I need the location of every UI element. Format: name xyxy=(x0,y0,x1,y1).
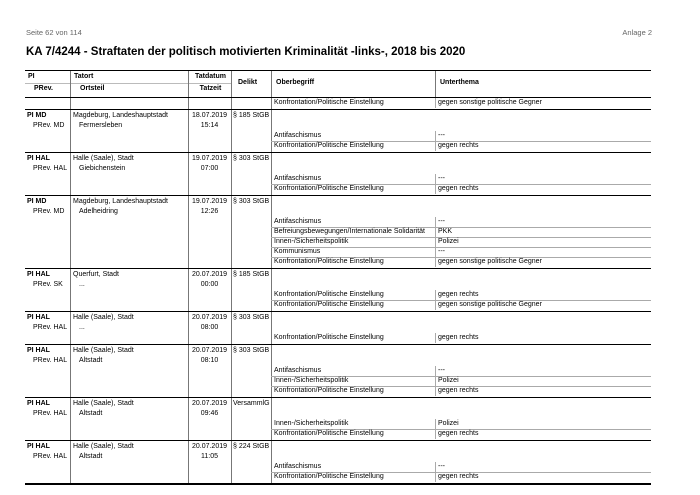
record-prev: PRev. HAL xyxy=(33,410,68,417)
topic-oberbegriff: Konfrontation/Politische Einstellung xyxy=(274,99,384,106)
record-prev: PRev. HAL xyxy=(33,453,68,460)
record-datum: 19.07.2019 xyxy=(191,155,228,162)
topic-unterthema: gegen sonstige politische Gegner xyxy=(438,258,542,265)
col-pi xyxy=(25,71,70,97)
record-delikt: § 303 StGB xyxy=(233,198,270,205)
record-row xyxy=(25,269,651,312)
header-tatdatum: Tatdatum xyxy=(195,73,226,80)
record-delikt: § 303 StGB xyxy=(233,314,270,321)
topic-row xyxy=(271,333,651,343)
page-number: Seite 62 von 114 xyxy=(26,28,82,37)
topic-unterthema: --- xyxy=(438,132,445,139)
record-prev: PRev. HAL xyxy=(33,324,68,331)
topic-oberbegriff: Konfrontation/Politische Einstellung xyxy=(274,301,384,308)
topic-unterthema: PKK xyxy=(438,228,453,235)
record-prev: PRev. SK xyxy=(33,281,63,288)
record-pi: PI MD xyxy=(27,198,47,205)
record-tatort: Halle (Saale), Stadt xyxy=(73,443,134,450)
column-divider xyxy=(231,398,232,440)
record-zeit: 09:46 xyxy=(200,410,219,417)
topic-divider xyxy=(435,376,436,386)
column-divider xyxy=(70,269,71,311)
topic-unterthema: Polizei xyxy=(438,420,459,427)
topic-row xyxy=(271,257,651,267)
topic-row xyxy=(271,300,651,310)
topic-oberbegriff: Konfrontation/Politische Einstellung xyxy=(274,473,384,480)
record-tatort: Magdeburg, Landeshauptstadt xyxy=(73,112,168,119)
record-tatort: Halle (Saale), Stadt xyxy=(73,400,134,407)
topic-divider xyxy=(435,131,436,141)
record-ortsteil: ... xyxy=(79,281,85,288)
topic-oberbegriff: Innen-/Sicherheitspolitik xyxy=(274,377,349,384)
record-row xyxy=(25,153,651,196)
col-tatdatum xyxy=(188,71,232,97)
topic-oberbegriff: Konfrontation/Politische Einstellung xyxy=(274,387,384,394)
header-ortsteil: Ortsteil xyxy=(80,85,105,92)
topic-unterthema: --- xyxy=(438,175,445,182)
topic-oberbegriff: Konfrontation/Politische Einstellung xyxy=(274,291,384,298)
record-pi: PI HAL xyxy=(27,314,50,321)
topic-oberbegriff: Antifaschismus xyxy=(274,175,322,182)
header-delikt: Delikt xyxy=(238,79,258,86)
column-divider xyxy=(70,441,71,483)
topic-unterthema: gegen rechts xyxy=(438,185,479,192)
record-prev: PRev. MD xyxy=(33,122,65,129)
document-title: KA 7/4244 - Straftaten der politisch motivierten Kriminalität -links-, 2018 bis 2020 xyxy=(26,46,466,58)
record-ortsteil: Altstadt xyxy=(79,357,103,364)
topic-unterthema: gegen rechts xyxy=(438,142,479,149)
topic-row xyxy=(271,98,651,108)
topic-unterthema: gegen rechts xyxy=(438,334,479,341)
record-delikt: § 185 StGB xyxy=(233,271,270,278)
record-zeit: 00:00 xyxy=(200,281,219,288)
column-divider xyxy=(231,441,232,483)
column-divider xyxy=(70,196,71,268)
record-datum: 20.07.2019 xyxy=(191,347,228,354)
record-zeit: 07:00 xyxy=(200,165,219,172)
record-delikt: VersammlG xyxy=(233,400,270,407)
record-row xyxy=(25,110,651,153)
topic-unterthema: gegen sonstige politische Gegner xyxy=(438,301,542,308)
record-row xyxy=(25,441,651,484)
topic-divider xyxy=(435,366,436,376)
topic-divider xyxy=(435,290,436,300)
topic-oberbegriff: Befreiungsbewegungen/Internationale Solidarität xyxy=(274,228,425,235)
column-divider xyxy=(231,110,232,152)
topic-unterthema: --- xyxy=(438,463,445,470)
header-oberbegriff: Oberbegriff xyxy=(276,79,315,86)
topic-oberbegriff: Konfrontation/Politische Einstellung xyxy=(274,430,384,437)
record-delikt: § 224 StGB xyxy=(233,443,270,450)
topic-oberbegriff: Konfrontation/Politische Einstellung xyxy=(274,185,384,192)
topic-divider xyxy=(435,184,436,194)
record-prev: PRev. HAL xyxy=(33,165,68,172)
record-ortsteil: Altstadt xyxy=(79,453,103,460)
topic-divider xyxy=(435,174,436,184)
header-pi: PI xyxy=(28,73,35,80)
topic-divider xyxy=(435,386,436,396)
record-row xyxy=(25,398,651,441)
column-divider xyxy=(70,398,71,440)
topic-divider xyxy=(435,227,436,237)
record-delikt: § 185 StGB xyxy=(233,112,270,119)
topic-unterthema: Polizei xyxy=(438,238,459,245)
topic-unterthema: Polizei xyxy=(438,377,459,384)
record-ortsteil: Altstadt xyxy=(79,410,103,417)
topic-unterthema: gegen rechts xyxy=(438,473,479,480)
column-divider xyxy=(231,345,232,397)
topic-unterthema: gegen rechts xyxy=(438,387,479,394)
column-divider xyxy=(70,312,71,344)
header-unterthema: Unterthema xyxy=(440,79,479,86)
topic-divider xyxy=(435,333,436,343)
record-pi: PI HAL xyxy=(27,155,50,162)
topic-row xyxy=(271,141,651,151)
col-delikt xyxy=(231,71,272,97)
column-divider xyxy=(188,196,189,268)
topic-oberbegriff: Antifaschismus xyxy=(274,218,322,225)
topic-row xyxy=(271,386,651,396)
topic-row xyxy=(271,184,651,194)
record-pi: PI HAL xyxy=(27,347,50,354)
topic-divider xyxy=(435,429,436,439)
topic-divider xyxy=(435,247,436,257)
topic-row xyxy=(271,429,651,439)
topic-oberbegriff: Innen-/Sicherheitspolitik xyxy=(274,238,349,245)
header-prev: PRev. xyxy=(34,85,53,92)
record-row xyxy=(25,312,651,345)
topic-oberbegriff: Konfrontation/Politische Einstellung xyxy=(274,142,384,149)
col-oberbegriff xyxy=(271,71,436,97)
col-unterthema xyxy=(435,71,652,97)
record-ortsteil: Giebichenstein xyxy=(79,165,126,172)
column-divider xyxy=(70,153,71,195)
topic-divider xyxy=(435,300,436,310)
topic-oberbegriff: Antifaschismus xyxy=(274,132,322,139)
topic-row xyxy=(271,472,651,482)
topic-oberbegriff: Antifaschismus xyxy=(274,463,322,470)
carryover-row xyxy=(25,98,651,110)
record-pi: PI HAL xyxy=(27,271,50,278)
record-row xyxy=(25,196,651,269)
record-ortsteil: ... xyxy=(79,324,85,331)
record-pi: PI HAL xyxy=(27,400,50,407)
record-prev: PRev. MD xyxy=(33,208,65,215)
table-header xyxy=(25,71,651,98)
topic-divider xyxy=(435,472,436,482)
record-pi: PI HAL xyxy=(27,443,50,450)
topic-oberbegriff: Konfrontation/Politische Einstellung xyxy=(274,334,384,341)
column-divider xyxy=(188,98,189,109)
topic-divider xyxy=(435,462,436,472)
record-tatort: Halle (Saale), Stadt xyxy=(73,347,134,354)
column-divider xyxy=(231,153,232,195)
topic-divider xyxy=(435,217,436,227)
record-datum: 20.07.2019 xyxy=(191,400,228,407)
header-tatort: Tatort xyxy=(74,73,94,80)
record-delikt: § 303 StGB xyxy=(233,347,270,354)
record-datum: 20.07.2019 xyxy=(191,314,228,321)
topic-unterthema: gegen sonstige politische Gegner xyxy=(438,99,542,106)
column-divider xyxy=(231,312,232,344)
record-tatort: Querfurt, Stadt xyxy=(73,271,119,278)
record-zeit: 12:26 xyxy=(200,208,219,215)
topic-unterthema: gegen rechts xyxy=(438,430,479,437)
record-ortsteil: Fermersleben xyxy=(79,122,123,129)
topic-oberbegriff: Antifaschismus xyxy=(274,367,322,374)
record-datum: 19.07.2019 xyxy=(191,198,228,205)
topic-unterthema: --- xyxy=(438,218,445,225)
col-tatort xyxy=(70,71,189,97)
topic-oberbegriff: Konfrontation/Politische Einstellung xyxy=(274,258,384,265)
column-divider xyxy=(70,345,71,397)
topic-unterthema: gegen rechts xyxy=(438,291,479,298)
topic-divider xyxy=(435,419,436,429)
record-datum: 20.07.2019 xyxy=(191,443,228,450)
column-divider xyxy=(70,110,71,152)
topic-unterthema: --- xyxy=(438,367,445,374)
column-divider xyxy=(70,98,71,109)
record-tatort: Magdeburg, Landeshauptstadt xyxy=(73,198,168,205)
record-pi: PI MD xyxy=(27,112,47,119)
record-ortsteil: Adelheidring xyxy=(79,208,118,215)
record-zeit: 08:10 xyxy=(200,357,219,364)
record-row xyxy=(25,345,651,398)
record-datum: 20.07.2019 xyxy=(191,271,228,278)
header-tatzeit: Tatzeit xyxy=(199,85,222,92)
crime-table xyxy=(25,70,651,485)
column-divider xyxy=(231,196,232,268)
record-tatort: Halle (Saale), Stadt xyxy=(73,155,134,162)
topic-divider xyxy=(435,257,436,267)
record-tatort: Halle (Saale), Stadt xyxy=(73,314,134,321)
column-divider xyxy=(231,98,232,109)
record-delikt: § 303 StGB xyxy=(233,155,270,162)
topic-divider xyxy=(435,98,436,108)
record-zeit: 15:14 xyxy=(200,122,219,129)
record-zeit: 08:00 xyxy=(200,324,219,331)
topic-oberbegriff: Innen-/Sicherheitspolitik xyxy=(274,420,349,427)
record-prev: PRev. HAL xyxy=(33,357,68,364)
record-datum: 18.07.2019 xyxy=(191,112,228,119)
topic-oberbegriff: Kommunismus xyxy=(274,248,321,255)
topic-divider xyxy=(435,237,436,247)
topic-divider xyxy=(435,141,436,151)
column-divider xyxy=(231,269,232,311)
record-zeit: 11:05 xyxy=(201,453,218,460)
topic-unterthema: --- xyxy=(438,248,445,255)
annex-label: Anlage 2 xyxy=(622,28,652,37)
